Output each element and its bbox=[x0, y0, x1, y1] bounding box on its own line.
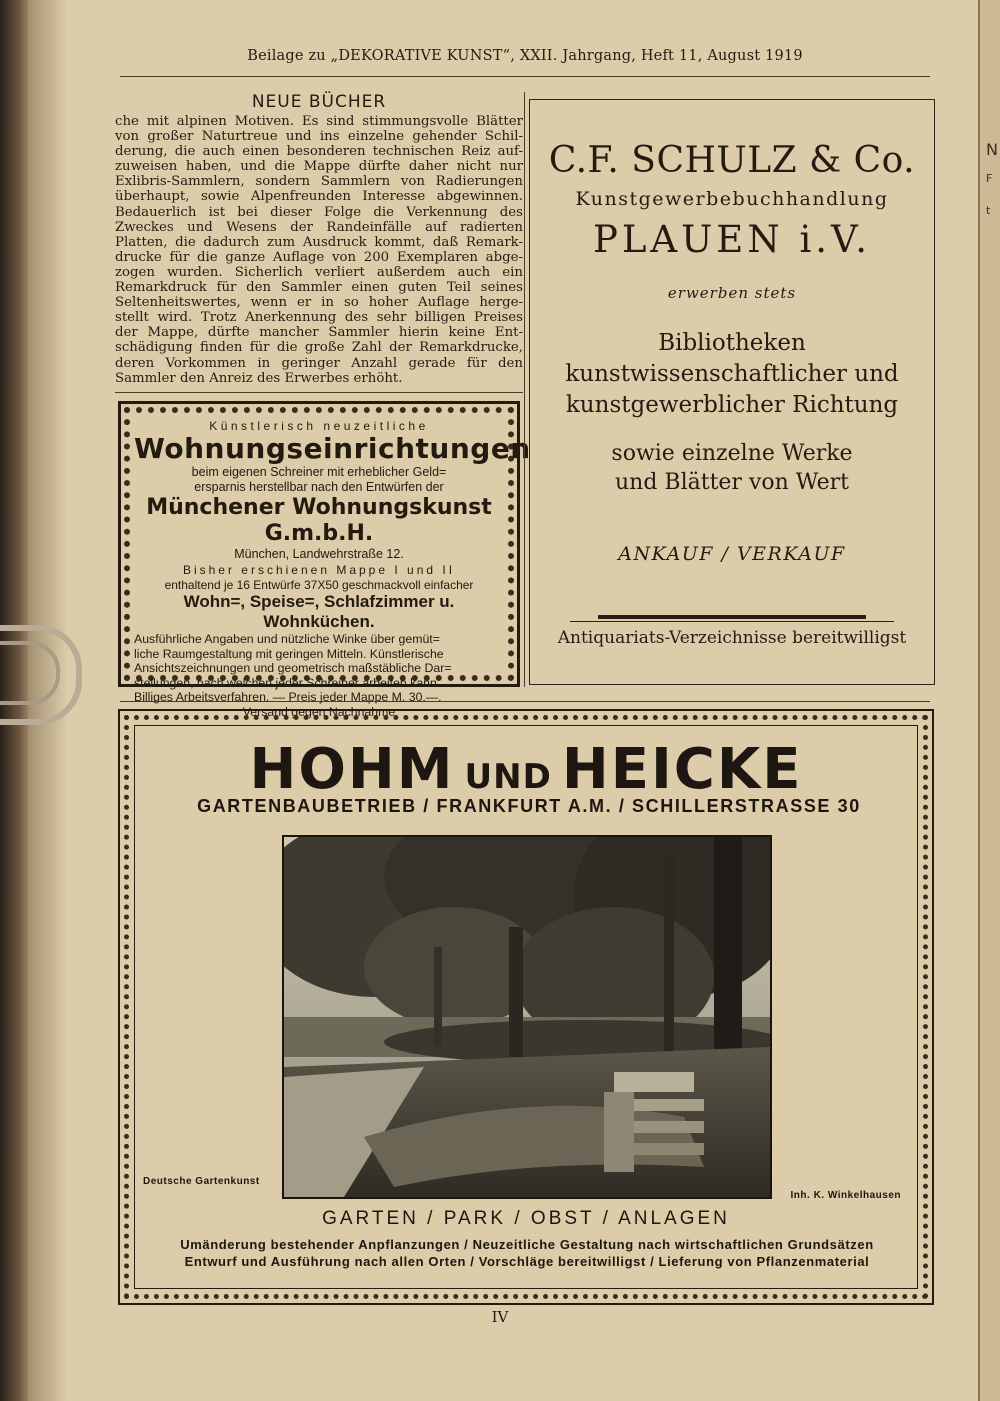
ad-price: Billiges Arbeitsverfahren. — Preis jeder Mappe M. 30.—. bbox=[134, 690, 442, 704]
ad-content bbox=[134, 725, 918, 1289]
hohm-heicke-ad bbox=[118, 709, 934, 1305]
ad-text: Ansichtszeichnungen und geometrisch maßstäbliche Dar= bbox=[134, 661, 452, 675]
ad-city: PLAUEN i.V. bbox=[592, 218, 872, 261]
text-line: Bedauerlich ist bei dieser Folge die Verkennung des bbox=[115, 204, 523, 220]
ad-text: ersparnis herstellbar nach den Entwürfen der bbox=[194, 480, 444, 494]
adjacent-page-letter: F bbox=[986, 172, 993, 185]
section-title: NEUE BÜCHER bbox=[251, 92, 387, 112]
ad-body-line: kunstgewerblicher Richtung bbox=[565, 392, 899, 418]
text-line: stellt wird. Trotz Anerkennung des sehr billigen Preises bbox=[115, 310, 523, 326]
text-line: zogen wurden. Sicherlich verliert außerdem auch ein bbox=[115, 264, 523, 280]
paper-clip-inner bbox=[0, 641, 60, 705]
text-line: schädigung finden für die große Zahl der Remarkdrucke, bbox=[115, 340, 523, 356]
ad-details bbox=[145, 1236, 909, 1270]
text-line: Exlibris-Sammlern, sondern Sammlern von Radierungen bbox=[115, 174, 523, 190]
ad-content bbox=[134, 417, 531, 719]
ad-company-name: C.F. SCHULZ & Co. bbox=[548, 140, 916, 181]
ad-detail-line: Umänderung bestehender Anpflanzungen / Neuzeitliche Gestaltung nach wirtschaftlichen Grundsätzen bbox=[180, 1237, 874, 1252]
text-line: Zweckes und Wesens der Randeinfälle auf radierten bbox=[115, 219, 523, 235]
ad-headline: Wohnungseinrichtungen bbox=[134, 432, 531, 465]
photo-caption-left: Deutsche Gartenkunst bbox=[143, 1176, 260, 1187]
text-line: Platten, die dadurch zum Ausdruck kommt, daß Remark- bbox=[115, 234, 523, 250]
ad-rule bbox=[570, 621, 894, 622]
text-line: Seltenheitswertes, wenn er in so hoher Auflage herge- bbox=[115, 295, 523, 311]
section-rule bbox=[120, 701, 930, 702]
ad-kicker: Künstlerisch neuzeitliche bbox=[209, 419, 429, 433]
ad-text: beim eigenen Schreiner mit erheblicher Geld= bbox=[191, 465, 447, 479]
ad-name-und: UND bbox=[464, 757, 552, 797]
running-head: Beilage zu „DEKORATIVE KUNST“, XXII. Jahrgang, Heft 11, August 1919 bbox=[247, 48, 803, 64]
text-line: von großer Naturtreue und ins einzelne gehender Schil- bbox=[115, 129, 523, 145]
adjacent-page-letter: t bbox=[986, 204, 991, 217]
text-line: Sammler den Anreiz des Erwerbes erhöht. bbox=[115, 370, 403, 386]
ad-services: GARTEN / PARK / OBST / ANLAGEN bbox=[322, 1208, 730, 1229]
ad-detail-line: Entwurf und Ausführung nach allen Orten / Vorschläge bereitwilligst / Lieferung von Pflanzenmaterial bbox=[184, 1254, 870, 1269]
ad-trade: ANKAUF / VERKAUF bbox=[618, 543, 846, 565]
ad-text: stellungen, nach welchen jeder Schreiner arbeiten kann. bbox=[134, 675, 441, 690]
schulz-ad bbox=[529, 99, 935, 685]
text-line: drucke für die ganze Auflage von 200 Exemplaren abge- bbox=[115, 249, 523, 265]
header-rule bbox=[120, 76, 930, 77]
column-rule bbox=[115, 392, 523, 393]
ad-address: München, Landwehrstraße 12. bbox=[234, 547, 404, 561]
text-line: deren Vorkommen in geringer Anzahl gerade für den bbox=[115, 355, 523, 371]
ad-body-line: Bibliotheken bbox=[658, 330, 806, 356]
ad-footer: Antiquariats-Verzeichnisse bereitwilligst bbox=[557, 628, 907, 648]
ad-tagline: erwerben stets bbox=[667, 284, 797, 302]
ad-subtitle: GARTENBAUBETRIEB / FRANKFURT A.M. / SCHILLERSTRASSE 30 bbox=[197, 796, 861, 816]
ad-text: liche Raumgestaltung mit geringen Mitteln. Künstlerische bbox=[134, 646, 444, 661]
ad-rooms: Wohn=, Speise=, Schlafzimmer u. Wohnküchen. bbox=[183, 592, 455, 631]
garden-photo-image bbox=[284, 837, 770, 1197]
ad-name-part: HOHM bbox=[249, 737, 455, 802]
section-body bbox=[115, 114, 523, 386]
ad-text: Bisher erschienen Mappe I und II bbox=[182, 563, 456, 577]
text-line: Remarkdruck für den Sammler einen guten Teil seines bbox=[115, 280, 523, 296]
ad-rule bbox=[598, 615, 866, 619]
ad-text: enthaltend je 16 Entwürfe 37X50 geschmackvoll einfacher bbox=[164, 578, 474, 592]
text-line: der Mappe, dürfte mancher Sammler hierin keine Ent- bbox=[115, 325, 523, 341]
ad-subtitle: Kunstgewerbebuchhandlung bbox=[575, 188, 889, 210]
ad-shipping: Versand gegen Nachnahme bbox=[242, 704, 396, 719]
ad-company: Münchener Wohnungskunst G.m.b.H. bbox=[146, 495, 492, 546]
ad-text: Ausführliche Angaben und nützliche Winke über gemüt= bbox=[134, 632, 440, 646]
text-line: zuweisen haben, und die Mappe dürfte daher nicht nur bbox=[115, 159, 523, 175]
text-line: überhaupt, sowie Alpenfreunden Interesse abgewinnen. bbox=[115, 189, 523, 205]
garden-photo bbox=[282, 835, 772, 1199]
neue-buecher-column bbox=[115, 92, 523, 386]
adjacent-page-letter: N bbox=[986, 140, 998, 159]
ad-body-line: und Blätter von Wert bbox=[615, 470, 849, 495]
page-number: IV bbox=[491, 1308, 509, 1326]
text-line: che mit alpinen Motiven. Es sind stimmungsvolle Blätter bbox=[115, 114, 523, 129]
column-divider bbox=[524, 92, 525, 687]
wohnungskunst-ad bbox=[118, 401, 531, 719]
photo-caption-right: Inh. K. Winkelhausen bbox=[790, 1190, 901, 1201]
ad-body-line: sowie einzelne Werke bbox=[611, 441, 853, 466]
ad-name-part: HEICKE bbox=[561, 737, 803, 802]
ad-body-line: kunstwissenschaftlicher und bbox=[565, 361, 899, 387]
ad-body bbox=[530, 439, 934, 497]
ad-body bbox=[530, 328, 934, 421]
text-line: derung, die auch einen besonderen technischen Reiz auf- bbox=[115, 144, 523, 160]
